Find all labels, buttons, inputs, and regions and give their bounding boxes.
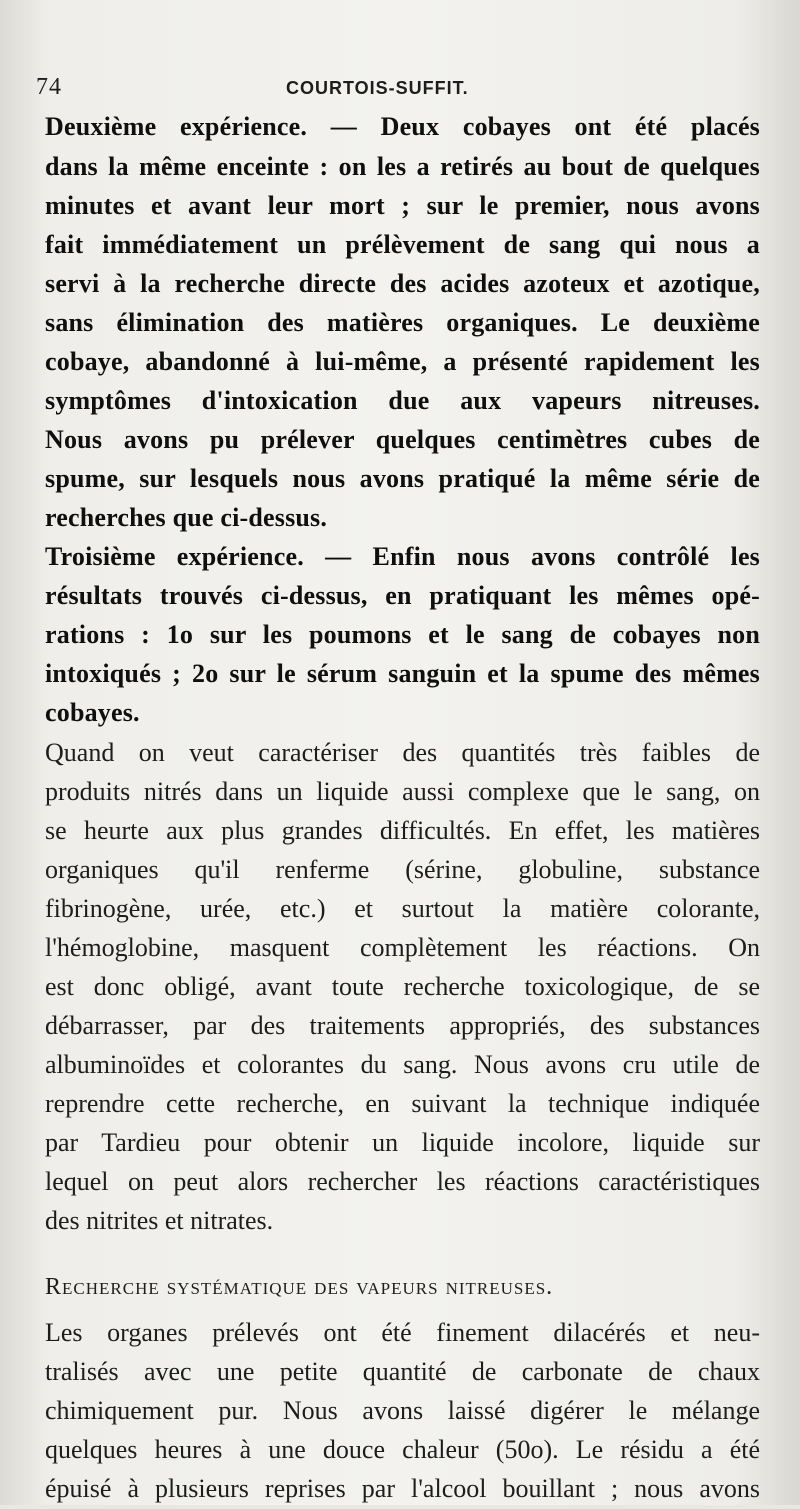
text-line: est donc obligé, avant toute recherche toxicologique, de se	[45, 972, 760, 1001]
text-line: quelques heures à une douce chaleur (50o). Le résidu a été	[45, 1435, 760, 1464]
text-line: des nitrites et nitrates.	[45, 1206, 274, 1235]
text-line: épuisé à plusieurs reprises par l'alcool bouillant ; nous avons	[45, 1474, 760, 1503]
text-line: rations : 1o sur les poumons et le sang de cobayes non	[45, 620, 760, 649]
text-line: recherches que ci-dessus.	[45, 503, 328, 532]
text-line: sans élimination des matières organiques. Le deuxième	[45, 308, 760, 337]
text-line: cobaye, abandonné à lui-même, a présenté rapidement les	[45, 347, 760, 376]
text-line: l'hémoglobine, masquent complètement les réactions. On	[45, 933, 760, 962]
text-line: dans la même enceinte : on les a retirés au bout de quelques	[45, 152, 760, 181]
text-line: spume, sur lesquels nous avons pratiqué la même série de	[45, 464, 760, 493]
text-line: Deuxième expérience. — Deux cobayes ont été placés	[45, 112, 760, 141]
text-line: reprendre cette recherche, en suivant la technique indiquée	[45, 1089, 760, 1118]
page-number: 74	[36, 74, 62, 100]
text-line: se heurte aux plus grandes difficultés. En effet, les matières	[45, 816, 760, 845]
page-header	[36, 74, 756, 108]
text-line: tralisés avec une petite quantité de carbonate de chaux	[45, 1357, 760, 1386]
text-line: Quand on veut caractériser des quantités très faibles de	[45, 738, 760, 767]
text-line: fait immédiatement un prélèvement de sang qui nous a	[45, 230, 760, 259]
text-line: cobayes.	[45, 698, 140, 727]
text-line: Les organes prélevés ont été finement dilacérés et neu-	[45, 1318, 760, 1347]
text-line: organiques qu'il renferme (sérine, globuline, substance	[45, 855, 760, 884]
text-line: Recherche systématique des vapeurs nitreuses.	[45, 1274, 554, 1300]
text-line: Troisième expérience. — Enfin nous avons contrôlé les	[45, 542, 760, 571]
text-line: chimiquement pur. Nous avons laissé digérer le mélange	[45, 1396, 760, 1425]
running-title: COURTOIS-SUFFIT.	[286, 78, 469, 98]
text-line: albuminoïdes et colorantes du sang. Nous avons cru utile de	[45, 1050, 760, 1079]
text-line: fibrinogène, urée, etc.) et surtout la matière colorante,	[45, 894, 760, 923]
text-line: lequel on peut alors rechercher les réactions caractéristiques	[45, 1167, 760, 1196]
text-line: minutes et avant leur mort ; sur le premier, nous avons	[45, 191, 760, 220]
text-line: servi à la recherche directe des acides azoteux et azotique,	[45, 269, 760, 298]
text-line: par Tardieu pour obtenir un liquide incolore, liquide sur	[45, 1128, 760, 1157]
text-line: Nous avons pu prélever quelques centimètres cubes de	[45, 425, 760, 454]
text-line: produits nitrés dans un liquide aussi complexe que le sang, on	[45, 777, 760, 806]
text-line: intoxiqués ; 2o sur le sérum sanguin et la spume des mêmes	[45, 659, 760, 688]
text-line: résultats trouvés ci-dessus, en pratiquant les mêmes opé-	[45, 581, 760, 610]
text-line: symptômes d'intoxication due aux vapeurs nitreuses.	[45, 386, 760, 415]
text-line: débarrasser, par des traitements appropriés, des substances	[45, 1011, 760, 1040]
